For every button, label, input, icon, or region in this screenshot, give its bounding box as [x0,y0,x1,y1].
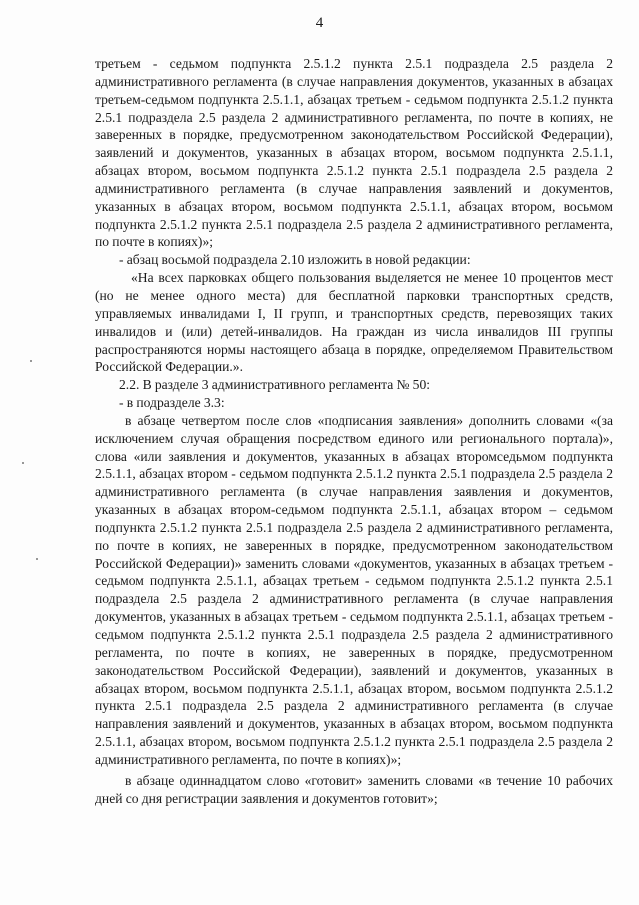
page-number: 4 [315,15,324,31]
paragraph-continuation: третьем - седьмом подпункта 2.5.1.2 пункта 2.5.1 подраздела 2.5 раздела 2 административного регламента (в случае направления документов, указанных в абзацах третьем-седьмом подпункта 2.5.1.1, абзацах третьем - седьмом подпункта 2.5.1.2 пункта 2.5.1 подраздела 2.5 раздела 2 административного регламента, по почте в копиях, не заверенных в порядке, предусмотренном законодательством Российской Федерации), заявлений и документов, указанных в абзацах втором, восьмом подпункта 2.5.1.1, абзацах втором, восьмом подпункта 2.5.1.2 пункта 2.5.1 подраздела 2.5 раздела 2 административного регламента (в случае направления заявлений и документов, указанных в абзацах втором, восьмом подпункта 2.5.1.1, абзацах втором, восьмом подпункта 2.5.1.2 пункта 2.5.1 подраздела 2.5 раздела 2 административного регламента, по почте в копиях)»; [95,56,613,250]
scan-speck [22,462,24,464]
paragraph-quote-parking: «На всех парковках общего пользования выделяется не менее 10 процентов мест (но не менее одного места) для бесплатной парковки транспортных средств, управляемых инвалидами I, II групп, и транспортных средств, перевозящих таких инвалидов и (или) детей-инвалидов. На граждан из числа инвалидов III группы распространяются нормы настоящего абзаца в порядке, определяемом Правительством Российской Федерации.». [95,270,613,375]
paragraph-section-2-2: 2.2. В разделе 3 административного регламента № 50: [119,377,431,393]
scan-speck [36,558,38,560]
scan-speck [30,360,32,362]
paragraph-amend-paragraph-four: в абзаце четвертом после слов «подписания заявления» дополнить словами «(за исключением случая обращения посредством единого или регионального портала)», слова «или заявления и документов, указанных в абзацах второмседьмом подпункта 2.5.1.1, абзацах втором - седьмом подпункта 2.5.1.2 пункта 2.5.1 подраздела 2.5 раздела 2 административного регламента (в случае направления заявления и документов, указанных в абзацах втором-седьмом подпункта 2.5.1.1, абзацах втором – седьмом подпункта 2.5.1.2 пункта 2.5.1 подраздела 2.5 раздела 2 административного регламента, по почте в копиях, не заверенных в порядке, предусмотренном законодательством Российской Федерации)» заменить словами «документов, указанных в абзацах третьем - седьмом подпункта 2.5.1.1, абзацах третьем - седьмом подпункта 2.5.1.2 пункта 2.5.1 подраздела 2.5 раздела 2 административного регламента (в случае направления документов, указанных в абзацах третьем - седьмом подпункта 2.5.1.1, абзацах третьем - седьмом подпункта 2.5.1.2 пункта 2.5.1 подраздела 2.5 раздела 2 административного регламента, по почте в копиях, не заверенных в порядке, предусмотренном законодательством Российской Федерации), заявлений и документов, указанных в абзацах втором, восьмом подпункта 2.5.1.1, абзацах втором, восьмом подпункта 2.5.1.2 пункта 2.5.1 подраздела 2.5 раздела 2 административного регламента (в случае направления заявлений и документов, указанных в абзацах втором, восьмом подпункта 2.5.1.1, абзацах втором, восьмом подпункта 2.5.1.2 пункта 2.5.1 подраздела 2.5 раздела 2 административного регламента, по почте в копиях)»; [95,412,613,767]
paragraph-amend-paragraph-eleven: в абзаце одиннадцатом слово «готовит» заменить словами «в течение 10 рабочих дней со дня регистрации заявления и документов готовит»; [95,772,613,806]
paragraph-amend-2-10: - абзац восьмой подраздела 2.10 изложить в новой редакции: [119,252,471,268]
document-body [95,55,613,807]
paragraph-subsection-3-3: - в подразделе 3.3: [119,395,225,411]
